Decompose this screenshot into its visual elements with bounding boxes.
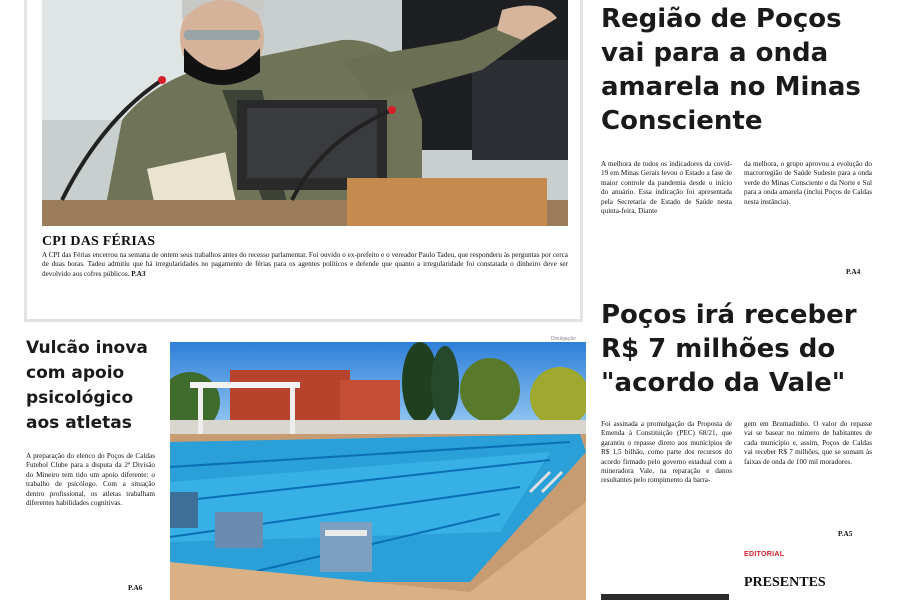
vale-col2: gem em Brumadinho. O valor do repasse vai se basear no número de habitantes de cada município e, assim, Poços de Caldas vai receber R$ 7 milhões, que se somam às faixas de onda de 100 mil moradores.	[744, 420, 872, 466]
sports-headline[interactable]: Vulcão inova com apoio psicológico aos atletas	[26, 338, 148, 433]
bottom-image-strip	[601, 594, 729, 600]
cpi-page-ref: P.A3	[131, 269, 146, 278]
wave-col2: da melhora, o grupo aprovou a evolução do macrorregião de Saúde Sudeste para a onda verde do Minas Consciente e da Norte e Sul para a onda amarela (inclui Poços de Caldas nesta instância).	[744, 160, 872, 206]
wave-page-ref: P.A4	[846, 268, 861, 276]
vale-headline[interactable]: Poços irá receber R$ 7 milhões do "acordo da Vale"	[601, 300, 857, 398]
pool-photo-illustration	[170, 342, 586, 600]
cpi-photo	[42, 0, 568, 226]
editorial-title[interactable]: PRESENTES	[744, 575, 826, 590]
photo-credit: Divulgação	[551, 336, 576, 342]
vale-page-ref: P.A5	[838, 530, 853, 538]
cpi-caption-text: A CPI das Férias encerrou na semana de ontem seus trabalhos antes do recesso parlamentar. Foi ouvido o ex-prefeito e o vereador Paulo Tadeu, que responderu às perguntas por cerca de duas horas. Tadeu admitiu que há irregularidades no pagamento de férias para os agentes políticos e defende que quanto a irregularidade foi constatada o dinheiro deve ser devolvido aos cofres públicos.	[42, 251, 568, 278]
cpi-photo-illustration	[42, 0, 568, 226]
cpi-caption-title: CPI DAS FÉRIAS	[42, 234, 156, 249]
editorial-label: EDITORIAL	[744, 551, 785, 558]
sports-body: A preparação do elenco do Poços de Caldas Futebol Clube para a disputa da 2ª Divisão do Mineiro tem tido um apoio diferente: o trabalho de psicólogo. Com a situação dentro profissional, os atletas trabalham diferentes habilidades cognitivas.	[26, 452, 155, 508]
pool-photo	[170, 342, 586, 600]
wave-col1: A melhora de todos os indicadores da covid-19 em Minas Gerais levou o Estado a fase de maior controle da pandemia desde o início do anuário. Essa indicação foi apresentada pela Secretaria de Estado de Saúde nesta quinta-feira. Diante	[601, 160, 732, 216]
sports-page-ref: P.A6	[128, 584, 143, 592]
cpi-caption-body	[42, 251, 568, 279]
vale-col1: Foi assinada a promulgação da Proposta de Emenda à Constituição (PEC) 68/21, que garantiu o repasse direto aos municípios de R$ 1,5 bilhão, como parte dos recursos do acordo firmado pelo governo estadual com a mineradora Vale, na reparação e danos resultantes pelo rompimento da barra-	[601, 420, 732, 485]
wave-headline[interactable]: Região de Poços vai para a onda amarela no Minas Consciente	[601, 4, 861, 136]
